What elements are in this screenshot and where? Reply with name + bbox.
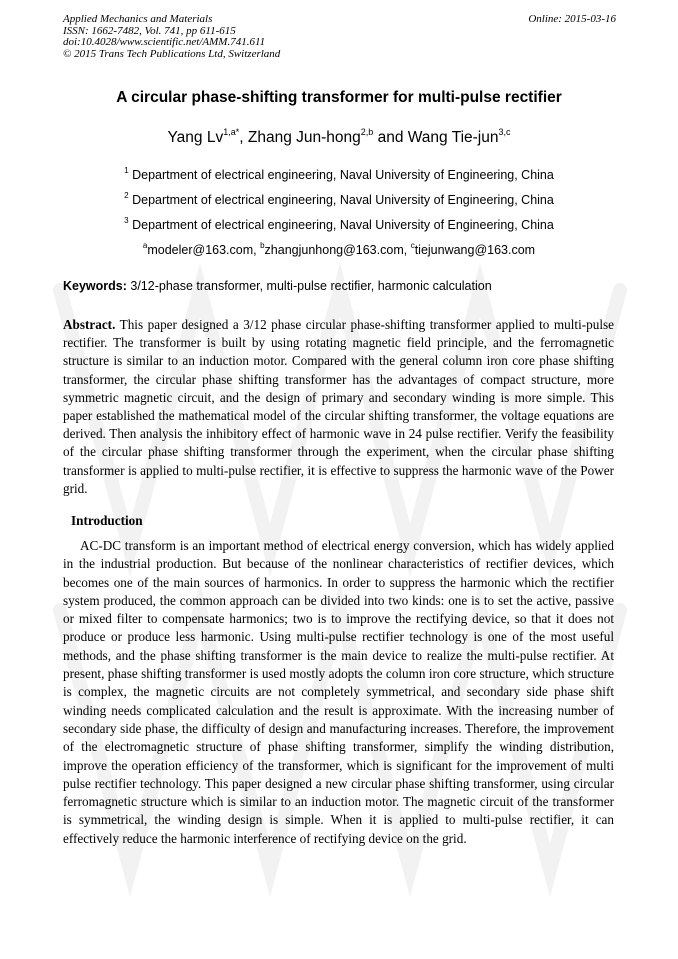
email-separator: , (253, 243, 261, 257)
affiliation-2 (0, 191, 678, 207)
abstract (63, 316, 614, 498)
email-list (0, 241, 678, 257)
affiliation-number: 1 (124, 166, 129, 175)
author-name: Wang Tie-jun (407, 129, 499, 146)
author-separator: and (373, 129, 408, 146)
author-separator: , (239, 129, 248, 146)
affiliation-text: Department of electrical engineering, Naval University of Engineering, China (132, 193, 554, 207)
author-superscript: 1,a* (223, 127, 240, 137)
author-name: Zhang Jun-hong (247, 129, 361, 146)
email-address: tiejunwang@163.com (414, 243, 536, 257)
introduction-paragraph: AC-DC transform is an important method of electrical energy conversion, which has widely applied in the industrial production. But because of the nonlinear characteristics of rectifier devices, which becomes one of the main sources of harmonics. In order to suppress the harmonic which the rectifier system produced, the common approach can be divided into two kinds: one is to set the active, passive or mixed filter to compensate harmonics; two is to improve the rectifying device, so that it does not produce or produce less harmonic. Using multi-pulse rectifier technology is one of the most useful methods, and the phase shifting transformer is the main device to realize the multi-pulse rectifier. At present, phase shifting transformer is used mostly adopts the column iron core structure, which structure is complex, the magnetic circuits are not completely symmetrical, and secondary side phase shift winding needs complicated calculation and the result is approximate. With the increasing number of secondary side phase, the difficulty of design and manufacturing increases. Therefore, the improvement of the electromagnetic structure of phase shifting transformer, simplify the winding distribution, improve the operation efficiency of the transformer, which is significant for the improvement of multi pulse rectifier technology. This paper designed a new circular phase shifting transformer, using circular ferromagnetic structure which is similar to an induction motor. The magnetic circuit of the transformer is symmetrical, the winding design is simple. When it is applied to multi-pulse rectifier, it can effectively reduce the harmonic interference of rectifying device on the grid. (63, 538, 614, 846)
keywords-text: 3/12-phase transformer, multi-pulse rectifier, harmonic calculation (126, 279, 492, 293)
author-list (0, 127, 678, 147)
keywords-label: Keywords: (63, 279, 127, 293)
email-address: zhangjunhong@163.com (264, 243, 404, 257)
email-superscript: b (260, 241, 265, 250)
affiliation-text: Department of electrical engineering, Naval University of Engineering, China (132, 218, 554, 232)
email-superscript: a (142, 241, 148, 250)
affiliation-number: 3 (124, 216, 129, 225)
affiliation-text: Department of electrical engineering, Naval University of Engineering, China (132, 168, 554, 182)
section-heading-introduction: Introduction (71, 513, 143, 528)
affiliation-number: 2 (124, 191, 129, 200)
doi-line: doi:10.4028/www.scientific.net/AMM.741.611 (63, 36, 266, 48)
paper-title: A circular phase-shifting transformer for multi-pulse rectifier (116, 89, 562, 106)
issn-line: ISSN: 1662-7482, Vol. 741, pp 611-615 (63, 24, 236, 37)
author-superscript: 3,c (498, 127, 511, 137)
copyright-line: © 2015 Trans Tech Publications Ltd, Switzerland (63, 47, 281, 60)
abstract-label: Abstract. (63, 317, 116, 332)
author-superscript: 2,b (360, 127, 374, 137)
journal-name: Applied Mechanics and Materials (63, 13, 213, 25)
journal-header (63, 14, 280, 60)
email-address: modeler@163.com (147, 243, 254, 257)
abstract-text: This paper designed a 3/12 phase circular phase-shifting transformer applied to multi-pulse rectifier. The transformer is built by using rotating magnetic field principle, and the ferromagnetic structure is similar to an induction motor. Compared with the general column iron core phase shifting transformer, the circular phase shifting transformer has the advantages of compact structure, more symmetric magnetic circuit, and the design of primary and secondary winding is more simple. This paper established the mathematical model of the circular shifting transformer, the voltage equations are derived. Then analysis the inhibitory effect of harmonic wave in 24 pulse rectifier. Verify the feasibility of the circular phase shifting transformer through the experiment, when the circular phase shifting transformer is applied to multi-pulse rectifier, it is effective to suppress the harmonic wave of the Power grid. (63, 317, 614, 496)
email-separator: , (403, 243, 411, 257)
author-name: Yang Lv (167, 129, 224, 146)
email-superscript: c (410, 241, 415, 250)
affiliation-1 (0, 166, 678, 182)
online-date: Online: 2015-03-16 (528, 13, 616, 25)
affiliation-3 (0, 216, 678, 232)
keywords (63, 279, 623, 293)
